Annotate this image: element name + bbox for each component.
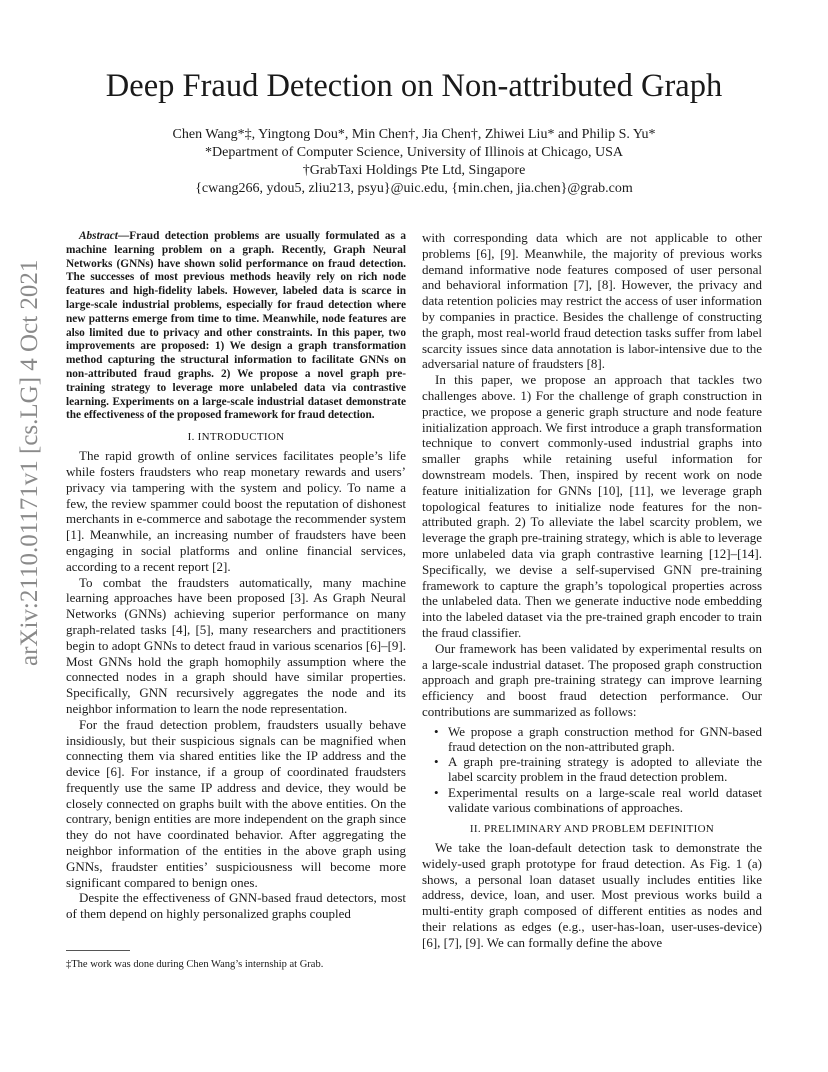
- affiliation-grab: †GrabTaxi Holdings Pte Ltd, Singapore: [302, 163, 526, 178]
- prelim-paragraph-1: We take the loan-default detection task to demonstrate the widely-used graph prototype for fraud detection. As Fig. 1 (a) shows, a personal loan dataset usually includes entities like address, device, loan, and user. Most previous works build a multi-entity graph composed of different entities as nodes and their relations as edges (e.g., user-has-loan, user-uses-device) [6], [7], [9]. We can formally define the above: [422, 839, 762, 950]
- arxiv-stamp: arXiv:2110.01171v1 [cs.LG] 4 Oct 2021: [16, 259, 43, 666]
- intro-paragraph-2: To combat the fraudsters automatically, many machine learning approaches have been proposed [3]. As Graph Neural Networks (GNNs) achieving superior performance on many graph-related tasks [4], [5], many researchers and practitioners begin to adopt GNNs to detect fraud in various scenarios [6]–[9]. Most GNNs hold the graph homophily assumption where the connected nodes in a graph should have similar properties. Specifically, GNN recursively aggregates the node and its neighbor information to learn the node representation.: [66, 574, 406, 716]
- list-item: [422, 785, 762, 815]
- intro-paragraph-4: Despite the effectiveness of GNN-based fraud detectors, most of them depend on highly personalized graphs coupled: [66, 890, 406, 922]
- contribution-text: Experimental results on a large-scale real world dataset validate various combinations of approaches.: [448, 784, 762, 815]
- contribution-text: A graph pre-training strategy is adopted to alleviate the label scarcity problem in the fraud detection problem.: [448, 754, 762, 785]
- contributions-list: [422, 724, 762, 815]
- abstract-label: Abstract: [79, 230, 118, 242]
- author-emails: {cwang266, ydou5, zliu213, psyu}@uic.edu, {min.chen, jia.chen}@grab.com: [195, 181, 633, 196]
- list-item: [422, 724, 762, 754]
- intro-paragraph-6: In this paper, we propose an approach that tackles two challenges above. 1) For the challenge of graph construction in practice, we propose a generic graph structure and node feature initialization approach. We first introduce a graph transformation technique to convert commonly-used industrial graphs into smaller graphs while retaining useful information for downstream models. Then, inspired by recent work on node feature initialization for GNNs [10], [11], we leverage graph topological features to initialize node features for the non-attributed graph. 2) To alleviate the label scarcity problem, we leverage the graph pre-training strategy, which is able to leverage more unlabeled data via graph contrastive learning [12]–[14]. Specifically, we devise a self-supervised GNN pre-training framework to capture the graph’s topological properties across the unlabeled data. Then we generate inductive node embedding into the labeled dataset via the pre-trained graph encoder to train the fraud classifier.: [422, 372, 762, 640]
- abstract-text: —Fraud detection problems are usually formulated as a machine learning problem on a graph. Recently, Graph Neural Networks (GNNs) have shown solid performance on fraud detection. The successes of most previous methods heavily rely on rich node features and high-fidelity labels. However, labeled data is scarce in large-scale industrial problems, especially for fraud detection where new patterns emerge from time to time. Meanwhile, node features are also limited due to privacy and other constraints. In this paper, two improvements are proposed: 1) We design a graph transformation method capturing the structural information to facilitate GNNs on non-attributed fraud graphs. 2) We propose a novel graph pre-training strategy to leverage more unlabeled data via contrastive learning. Experiments on a large-scale industrial dataset demonstrate the effectiveness of the proposed framework for fraud detection.: [66, 230, 406, 422]
- author-block: [0, 126, 828, 198]
- intro-paragraph-3: For the fraud detection problem, fraudsters usually behave insidiously, but their suspicious signals can be magnified when connecting them via shared entities like the IP address and the device [6]. For instance, if a group of coordinated fraudsters frequently use the same IP address and device, they would be closely connected on graphs built with the above entities. On the contrary, benign entities are more independent on the graph since they do not have coordinated behavior. After aggregating the neighbor information of the entities in the above graph using GNNs, fraudster entities’ suspiciousness will become more significant compared to benign ones.: [66, 716, 406, 890]
- right-column: [422, 230, 762, 951]
- paper-title: Deep Fraud Detection on Non-attributed Graph: [105, 68, 723, 104]
- intro-paragraph-5: with corresponding data which are not applicable to other problems [6], [9]. Meanwhile, the majority of previous works demand informative node features composed of user personal and behavioral information [7], [8]. However, the privacy and data retention policies may restrict the access of user information by companies in practice. Besides the challenge of constructing the graph, most real-world fraud detection tasks suffer from label scarcity issues since data annotation is labor-intensive due to the adversarial nature of fraudsters [8].: [422, 230, 762, 372]
- bullet-icon: •: [434, 754, 439, 770]
- section-heading-preliminary: II. PRELIMINARY AND PROBLEM DEFINITION: [469, 822, 715, 835]
- section-heading-introduction: I. INTRODUCTION: [187, 431, 285, 444]
- affiliation-uic: *Department of Computer Science, University of Illinois at Chicago, USA: [205, 145, 623, 160]
- list-item: [422, 754, 762, 784]
- abstract: [66, 230, 406, 423]
- left-column: [66, 230, 406, 922]
- author-names: Chen Wang*‡, Yingtong Dou*, Min Chen†, Jia Chen†, Zhiwei Liu* and Philip S. Yu*: [172, 127, 656, 142]
- bullet-icon: •: [434, 723, 439, 739]
- intro-paragraph-1: The rapid growth of online services facilitates people’s life while fosters fraudsters who reap monetary rewards and users’ privacy via tampering with the system and policy. To name a few, the review spammer could boost the reputation of dishonest merchants in e-commerce and sabotage the recommender system [1]. Meanwhile, an increasing number of fraudsters have been engaging in social platforms and online financial services, according to a recent report [2].: [66, 448, 406, 574]
- footnote-rule: [66, 950, 130, 951]
- bullet-icon: •: [434, 784, 439, 800]
- intro-paragraph-7: Our framework has been validated by experimental results on a large-scale industrial dataset. The proposed graph construction approach and graph pre-training strategy can improve learning efficiency and boost fraud detection performance. Our contributions are summarized as follows:: [422, 640, 762, 719]
- footnote: ‡The work was done during Chen Wang’s internship at Grab.: [66, 959, 324, 970]
- contribution-text: We propose a graph construction method for GNN-based fraud detection on the non-attributed graph.: [448, 723, 762, 754]
